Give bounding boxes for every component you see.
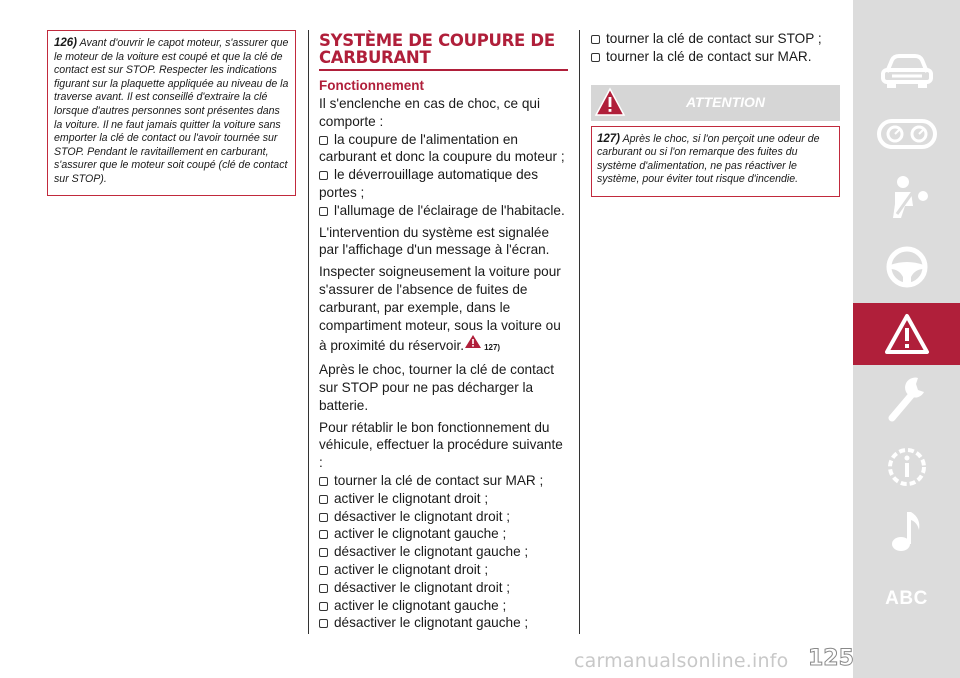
chapter-tab-dashboard[interactable] bbox=[853, 103, 960, 165]
checkbox-bullet-icon bbox=[319, 584, 328, 593]
list-item: la coupure de l'alimentation en carburant et donc la coupure du moteur ; bbox=[319, 131, 565, 165]
chapter-tab-maintenance[interactable] bbox=[853, 368, 960, 430]
after-paragraph: Après le choc, tourner la clé de contact sur STOP pour ne pas décharger la batterie. bbox=[319, 362, 554, 413]
list-item: l'allumage de l'éclairage de l'habitacle. bbox=[319, 202, 568, 220]
checkbox-bullet-icon bbox=[591, 35, 600, 44]
safety-note-126 bbox=[47, 30, 296, 196]
list-item: activer le clignotant gauche ; bbox=[319, 525, 568, 543]
checkbox-bullet-icon bbox=[319, 495, 328, 504]
intro-paragraph: Il s'enclenche en cas de choc, ce qui comporte : bbox=[319, 96, 540, 129]
chapter-tab-index[interactable] bbox=[853, 568, 960, 630]
chapter-sidebar bbox=[853, 0, 960, 678]
checkbox-bullet-icon bbox=[319, 530, 328, 539]
chapter-tab-technical-data[interactable] bbox=[853, 436, 960, 498]
steering-wheel-icon bbox=[885, 245, 929, 289]
checkbox-bullet-icon bbox=[319, 207, 328, 216]
chapter-tab-emergency[interactable] bbox=[853, 303, 960, 365]
list-item: désactiver le clignotant gauche ; bbox=[319, 614, 568, 632]
attention-label: ATTENTION bbox=[685, 93, 766, 110]
section-subtitle: Fonctionnement bbox=[319, 78, 424, 93]
music-note-icon bbox=[889, 508, 925, 554]
restore-steps-continued bbox=[591, 30, 840, 66]
list-item: désactiver le clignotant gauche ; bbox=[319, 543, 568, 561]
watermark: carmanualsonline.info bbox=[574, 650, 789, 672]
list-item: désactiver le clignotant droit ; bbox=[319, 508, 568, 526]
column-left bbox=[47, 30, 296, 196]
checkbox-bullet-icon bbox=[319, 513, 328, 522]
checkbox-bullet-icon bbox=[319, 548, 328, 557]
abc-index-label: ABC bbox=[885, 588, 928, 609]
column-divider bbox=[579, 30, 580, 634]
column-divider bbox=[308, 30, 309, 634]
list-item: le déverrouillage automatique des portes ; bbox=[319, 167, 539, 200]
signal-paragraph: L'intervention du système est signalée par l'affichage d'un message à l'écran. bbox=[319, 224, 550, 258]
restore-steps-list bbox=[319, 472, 568, 632]
section-title: SYSTÈME DE COUPURE DE CARBURANT bbox=[319, 32, 568, 71]
column-right bbox=[591, 30, 840, 197]
note-text: Avant d'ouvrir le capot moteur, s'assurer que le moteur de la voiture est coupé et que la clé de contact est sur STOP. Respecter les indications figurant sur la plaquette appliquée au niveau de la traverse avant. Il est conseillé d'extraire la clé lorsque d'autres personnes sont présentes dans la voiture. Il ne faut jamais quitter la voiture sans emporter la clé de contact ou l'avoir tournée sur STOP. Pendant le ravitaillement en carburant, s'assurer que le moteur soit coupé (clé de contact sur STOP). bbox=[54, 37, 289, 185]
checkbox-bullet-icon bbox=[319, 171, 328, 180]
checkbox-bullet-icon bbox=[319, 602, 328, 611]
list-item: tourner la clé de contact sur MAR. bbox=[591, 48, 840, 66]
chapter-tab-multimedia[interactable] bbox=[853, 500, 960, 562]
car-icon bbox=[879, 52, 935, 90]
wrench-icon bbox=[884, 374, 930, 424]
list-item: désactiver le clignotant droit ; bbox=[319, 579, 568, 597]
page-number: 125 bbox=[808, 646, 854, 671]
info-gear-icon bbox=[885, 444, 929, 490]
column-middle bbox=[319, 30, 568, 636]
checkbox-bullet-icon bbox=[319, 619, 328, 628]
attention-header bbox=[591, 85, 840, 121]
warning-triangle-icon bbox=[464, 334, 482, 349]
checkbox-bullet-icon bbox=[591, 53, 600, 62]
list-item: activer le clignotant droit ; bbox=[319, 561, 568, 579]
list-item: tourner la clé de contact sur MAR ; bbox=[319, 472, 568, 490]
note-number: 127) bbox=[597, 132, 621, 145]
checkbox-bullet-icon bbox=[319, 477, 328, 486]
seatbelt-person-icon bbox=[883, 174, 931, 220]
dashboard-gauges-icon bbox=[877, 117, 937, 151]
inspect-paragraph: Inspecter soigneusement la voiture pour s'assurer de l'absence de fuites de carburant, par exemple, dans le compartiment moteur, sous la voiture ou à proximité du réservoir. 127) bbox=[319, 264, 561, 354]
list-item: tourner la clé de contact sur STOP ; bbox=[591, 30, 840, 48]
list-item: activer le clignotant droit ; bbox=[319, 490, 568, 508]
chapter-tab-car[interactable] bbox=[853, 40, 960, 102]
note-reference[interactable]: 127) bbox=[484, 343, 501, 353]
warning-triangle-icon bbox=[884, 313, 930, 355]
list-item: activer le clignotant gauche ; bbox=[319, 597, 568, 615]
chapter-tab-driving[interactable] bbox=[853, 236, 960, 298]
note-number: 126) bbox=[54, 37, 78, 49]
checkbox-bullet-icon bbox=[319, 136, 328, 145]
chapter-tab-safety[interactable] bbox=[853, 166, 960, 228]
restore-paragraph: Pour rétablir le bon fonctionnement du véhicule, effectuer la procédure suivante : bbox=[319, 419, 563, 471]
checkbox-bullet-icon bbox=[319, 566, 328, 575]
safety-note-127 bbox=[591, 126, 840, 197]
effects-list bbox=[319, 131, 568, 220]
note-text: Après le choc, si l'on perçoit une odeur de carburant ou si l'on remarque des fuites du système d'alimentation, ne pas réactiver le système, pour éviter tout risque d'incendie. bbox=[597, 132, 820, 186]
